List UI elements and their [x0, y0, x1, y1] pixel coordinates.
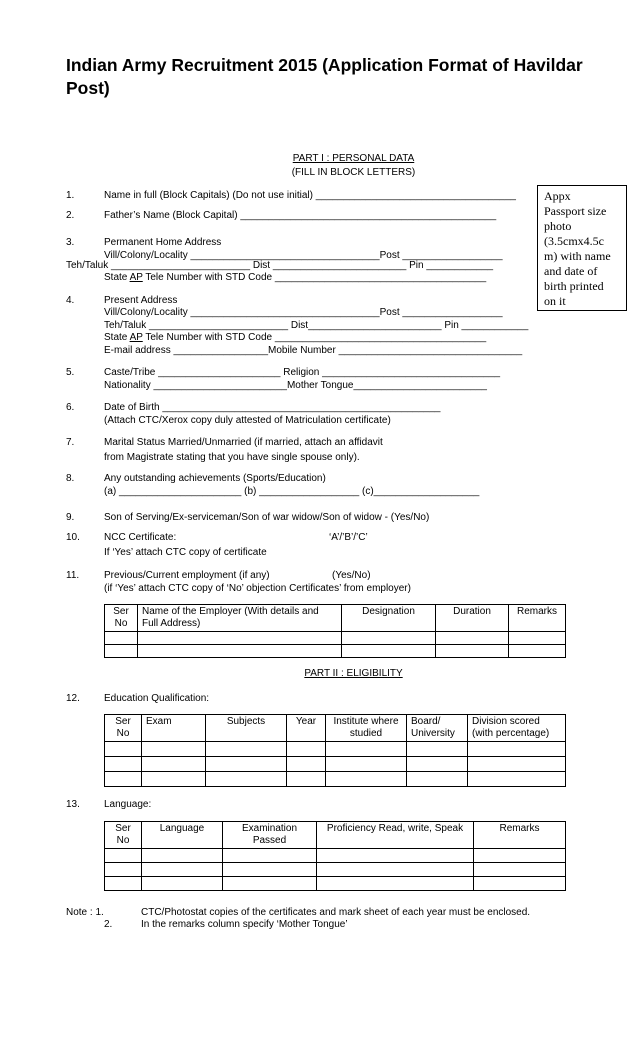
achievements-label: Any outstanding achievements (Sports/Education)	[104, 473, 326, 484]
header-text: studied	[349, 728, 383, 739]
item-number: 3.	[66, 237, 75, 248]
header-text: No	[116, 728, 130, 739]
header-text: Ser	[115, 716, 131, 727]
item-number: 12.	[66, 693, 80, 704]
header-cell: Duration	[436, 605, 509, 632]
present-taluk-field[interactable]: Teh/Taluk _________________________ Dist________________________ Pin ____________	[104, 320, 529, 331]
education-table	[104, 714, 566, 787]
permanent-address-label: Permanent Home Address	[104, 237, 222, 248]
part2-heading: PART II : ELIGIBILITY	[304, 668, 403, 679]
employment-note: (if ‘Yes’ attach CTC copy of ‘No’ objection Certificates’ from employer)	[104, 583, 411, 594]
photo-line: and date of	[544, 264, 598, 278]
header-cell	[407, 715, 468, 742]
header-cell: Proficiency Read, write, Speak	[317, 822, 474, 849]
header-cell	[105, 715, 142, 742]
present-address-label: Present Address	[104, 295, 178, 306]
marital-note: from Magistrate stating that you have single spouse only).	[104, 452, 360, 463]
employment-options[interactable]: (Yes/No)	[332, 570, 371, 581]
photo-box	[537, 185, 627, 311]
table-header-row	[105, 605, 566, 632]
header-text: Ser	[115, 823, 131, 834]
employment-table	[104, 604, 566, 658]
part1-heading: PART I : PERSONAL DATA	[292, 153, 415, 164]
table-row[interactable]	[105, 742, 566, 757]
permanent-phone-field[interactable]	[104, 272, 486, 284]
table-row[interactable]	[105, 877, 566, 891]
header-cell	[468, 715, 566, 742]
header-text: Institute where	[333, 716, 399, 727]
header-text: Full Address)	[142, 618, 201, 629]
header-cell: Subjects	[206, 715, 287, 742]
header-cell	[138, 605, 342, 632]
item-number: 1.	[66, 190, 75, 201]
header-text: No	[116, 835, 130, 846]
language-label: Language:	[104, 799, 152, 810]
language-table	[104, 821, 566, 891]
permanent-locality-field[interactable]: Vill/Colony/Locality __________________________________Post __________________	[104, 250, 503, 261]
header-cell	[223, 822, 317, 849]
present-phone-field[interactable]	[104, 332, 486, 344]
dob-note: (Attach CTC/Xerox copy duly attested of Matriculation certificate)	[104, 415, 391, 426]
ncc-note: If ‘Yes’ attach CTC copy of certificate	[104, 547, 267, 558]
item-number: 6.	[66, 402, 75, 413]
header-text: Ser	[113, 606, 129, 617]
state-ap: AP	[129, 332, 143, 343]
table-row[interactable]	[105, 645, 566, 658]
header-text: Board/	[411, 716, 441, 727]
photo-line: birth printed	[544, 279, 604, 293]
part1-subheading: (FILL IN BLOCK LETTERS)	[291, 167, 416, 178]
marital-status-field[interactable]: Marital Status Married/Unmarried (if married, attach an affidavit	[104, 437, 383, 448]
header-cell: Year	[287, 715, 326, 742]
item-number: 2.	[66, 210, 75, 221]
nationality-field[interactable]: Nationality ________________________Mother Tongue________________________	[104, 380, 487, 391]
dob-field[interactable]: Date of Birth __________________________________________________	[104, 402, 441, 413]
state-label: State	[104, 272, 130, 283]
photo-line: photo	[544, 219, 572, 233]
table-row[interactable]	[105, 772, 566, 787]
header-cell: Language	[142, 822, 223, 849]
ncc-label: NCC Certificate:	[104, 532, 177, 543]
item-number: 5.	[66, 367, 75, 378]
education-label: Education Qualification:	[104, 693, 210, 704]
header-text: Name of the Employer (With details and	[142, 606, 319, 617]
item-number: 8.	[66, 473, 75, 484]
header-cell	[105, 605, 138, 632]
header-cell: Exam	[142, 715, 206, 742]
item-number: 4.	[66, 295, 75, 306]
son-of-serving-field[interactable]: Son of Serving/Ex-serviceman/Son of war widow/Son of widow - (Yes/No)	[104, 512, 430, 523]
note-number: 2.	[104, 919, 113, 930]
header-text: Examination	[241, 823, 298, 834]
header-cell	[105, 822, 142, 849]
header-text: University	[411, 728, 455, 739]
table-row[interactable]	[105, 863, 566, 877]
employment-label: Previous/Current employment (if any)	[104, 570, 270, 581]
photo-line: (3.5cmx4.5c	[544, 234, 604, 248]
ncc-options[interactable]: ‘A’/’B’/’C’	[329, 532, 368, 543]
item-number: 10.	[66, 532, 80, 543]
present-locality-field[interactable]: Vill/Colony/Locality __________________________________Post __________________	[104, 307, 503, 318]
item-number: 13.	[66, 799, 80, 810]
photo-line: m) with name	[544, 249, 611, 263]
caste-religion-field[interactable]: Caste/Tribe ______________________ Religion ________________________________	[104, 367, 501, 378]
header-text: (with percentage)	[472, 728, 550, 739]
table-row[interactable]	[105, 849, 566, 863]
father-name-field[interactable]: Father’s Name (Block Capital) ______________________________________________	[104, 210, 497, 221]
header-text: Division scored	[472, 716, 540, 727]
item-number: 11.	[66, 570, 80, 581]
table-row[interactable]	[105, 757, 566, 772]
item-number: 7.	[66, 437, 75, 448]
note-2: In the remarks column specify ‘Mother Tongue’	[141, 919, 348, 930]
note-label: Note : 1.	[66, 907, 104, 918]
header-text: No	[114, 618, 128, 629]
state-label: State	[104, 332, 130, 343]
header-cell: Remarks	[509, 605, 566, 632]
header-cell: Remarks	[474, 822, 566, 849]
header-cell	[326, 715, 407, 742]
header-cell: Designation	[342, 605, 436, 632]
item-number: 9.	[66, 512, 75, 523]
email-mobile-field[interactable]: E-mail address _________________Mobile Number _________________________________	[104, 345, 523, 356]
table-header-row	[105, 822, 566, 849]
note-1: CTC/Photostat copies of the certificates and mark sheet of each year must be enclosed.	[141, 907, 531, 918]
phone-label: Tele Number with STD Code ______________________________________	[142, 272, 487, 283]
photo-line: Passport size	[544, 204, 607, 218]
permanent-taluk-field[interactable]: Teh/Taluk _________________________ Dist ________________________ Pin ____________	[66, 260, 494, 271]
table-row[interactable]	[105, 632, 566, 645]
state-ap: AP	[129, 272, 143, 283]
page-title: Indian Army Recruitment 2015 (Application Format of Havildar Post)	[66, 55, 583, 98]
achievements-field[interactable]: (a) ______________________ (b) __________________ (c)___________________	[104, 486, 480, 497]
header-text: Passed	[252, 835, 287, 846]
photo-line: Appx	[544, 189, 571, 203]
phone-label: Tele Number with STD Code ______________________________________	[142, 332, 487, 343]
photo-line: on it	[544, 294, 566, 308]
table-header-row	[105, 715, 566, 742]
name-field[interactable]: Name in full (Block Capitals) (Do not use initial) ____________________________________	[104, 190, 516, 201]
